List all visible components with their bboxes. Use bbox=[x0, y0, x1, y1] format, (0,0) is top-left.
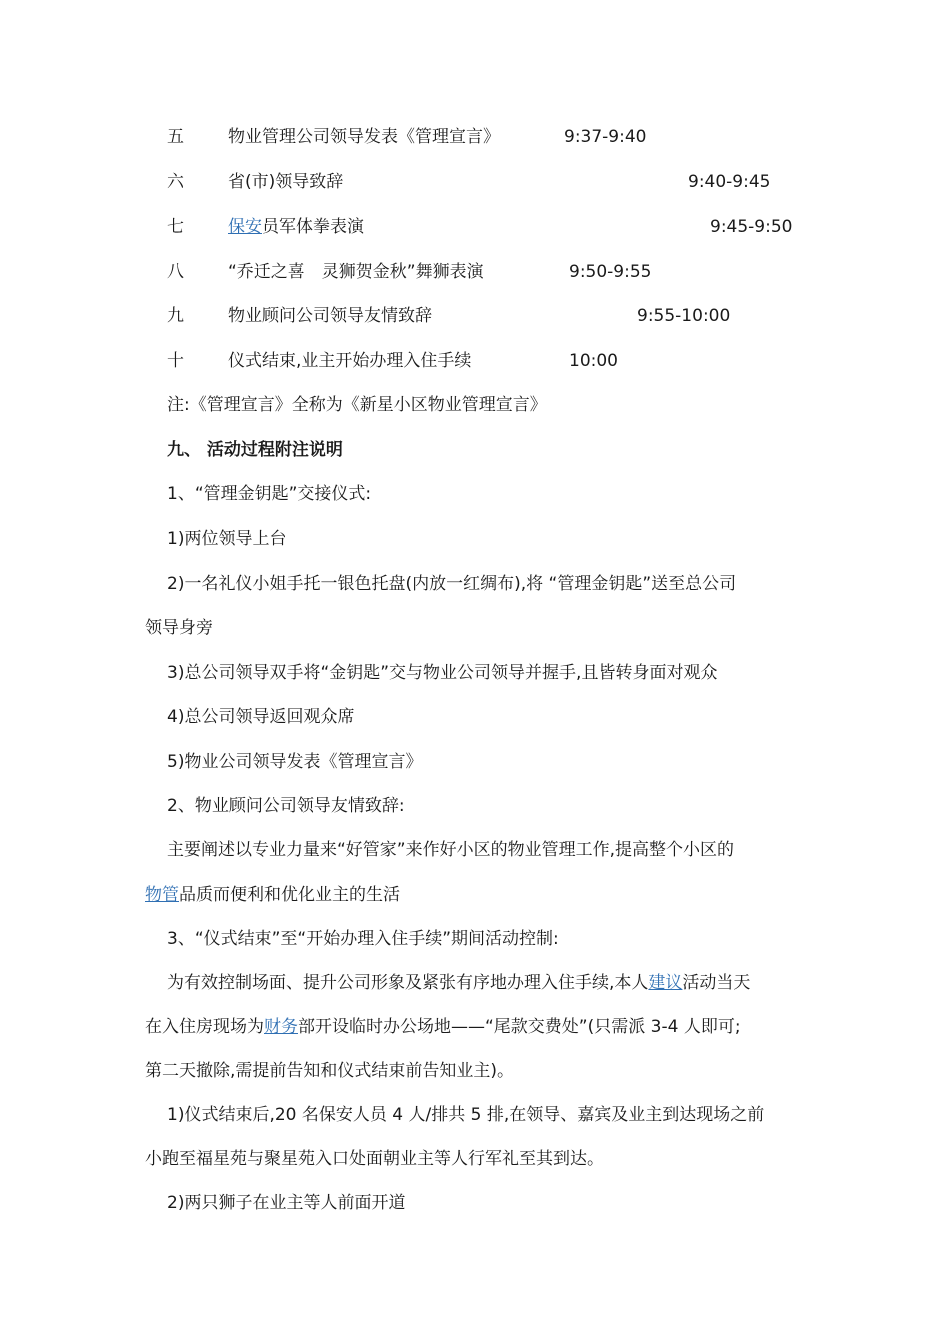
paragraph: 2、物业顾问公司领导友情致辞: bbox=[167, 796, 405, 816]
paragraph: 1、“管理金钥匙”交接仪式: bbox=[167, 484, 372, 504]
schedule-number: 五 bbox=[167, 127, 184, 147]
section-heading: 九、 活动过程附注说明 bbox=[167, 440, 343, 460]
schedule-number: 八 bbox=[167, 262, 184, 282]
schedule-item: 物业管理公司领导发表《管理宣言》 bbox=[228, 127, 500, 147]
schedule-item-text: 员军体拳表演 bbox=[262, 217, 364, 237]
schedule-row bbox=[0, 301, 950, 331]
paragraph bbox=[145, 880, 400, 910]
schedule-number: 六 bbox=[167, 172, 184, 192]
security-link[interactable]: 保安 bbox=[228, 217, 262, 237]
property-management-link[interactable]: 物管 bbox=[145, 885, 179, 905]
schedule-time: 9:55-10:00 bbox=[637, 306, 731, 326]
paragraph: 3)总公司领导双手将“金钥匙”交与物业公司领导并握手,且皆转身面对观众 bbox=[167, 663, 718, 683]
paragraph-text: 部开设临时办公场地——“尾款交费处”(只需派 3-4 人即可; bbox=[298, 1017, 741, 1037]
paragraph: 第二天撤除,需提前告知和仪式结束前告知业主)。 bbox=[145, 1061, 515, 1081]
paragraph-text: 品质而便利和优化业主的生活 bbox=[179, 885, 400, 905]
paragraph: 2)两只狮子在业主等人前面开道 bbox=[167, 1193, 406, 1213]
paragraph: 1)两位领导上台 bbox=[167, 529, 287, 549]
schedule-item: “乔迁之喜 灵狮贺金秋”舞狮表演 bbox=[228, 262, 484, 282]
schedule-time: 9:37-9:40 bbox=[564, 127, 647, 147]
schedule-time: 9:45-9:50 bbox=[710, 217, 793, 237]
schedule-time: 10:00 bbox=[569, 351, 618, 371]
paragraph: 4)总公司领导返回观众席 bbox=[167, 707, 355, 727]
schedule-time: 9:50-9:55 bbox=[569, 262, 652, 282]
schedule-time: 9:40-9:45 bbox=[688, 172, 771, 192]
schedule-number: 七 bbox=[167, 217, 184, 237]
schedule-number: 十 bbox=[167, 351, 184, 371]
paragraph-text: 在入住房现场为 bbox=[145, 1017, 264, 1037]
suggestion-link[interactable]: 建议 bbox=[648, 973, 683, 993]
schedule-item bbox=[228, 212, 364, 242]
note-text: 注:《管理宣言》全称为《新星小区物业管理宣言》 bbox=[167, 395, 547, 415]
paragraph: 领导身旁 bbox=[145, 618, 213, 638]
paragraph: 1)仪式结束后,20 名保安人员 4 人/排共 5 排,在领导、嘉宾及业主到达现场之前 bbox=[167, 1105, 765, 1125]
paragraph: 2)一名礼仪小姐手托一银色托盘(内放一红绸布),将 “管理金钥匙”送至总公司 bbox=[167, 574, 737, 594]
schedule-row bbox=[0, 257, 950, 287]
schedule-row bbox=[0, 167, 950, 197]
finance-link[interactable]: 财务 bbox=[264, 1017, 298, 1037]
schedule-number: 九 bbox=[167, 306, 184, 326]
paragraph: 主要阐述以专业力量来“好管家”来作好小区的物业管理工作,提高整个小区的 bbox=[167, 840, 735, 860]
paragraph: 5)物业公司领导发表《管理宣言》 bbox=[167, 752, 423, 772]
paragraph: 3、“仪式结束”至“开始办理入住手续”期间活动控制: bbox=[167, 929, 559, 949]
schedule-row bbox=[0, 212, 950, 242]
schedule-item: 省(市)领导致辞 bbox=[228, 172, 344, 192]
schedule-row bbox=[0, 122, 950, 152]
paragraph-text: 活动当天 bbox=[682, 973, 751, 993]
paragraph bbox=[145, 1012, 741, 1042]
paragraph-text: 为有效控制场面、提升公司形象及紧张有序地办理入住手续,本人 bbox=[167, 973, 649, 993]
schedule-row bbox=[0, 346, 950, 376]
paragraph bbox=[167, 968, 750, 998]
schedule-item: 仪式结束,业主开始办理入住手续 bbox=[228, 351, 472, 371]
schedule-item: 物业顾问公司领导友情致辞 bbox=[228, 306, 432, 326]
paragraph: 小跑至福星苑与聚星苑入口处面朝业主等人行军礼至其到达。 bbox=[145, 1149, 604, 1169]
